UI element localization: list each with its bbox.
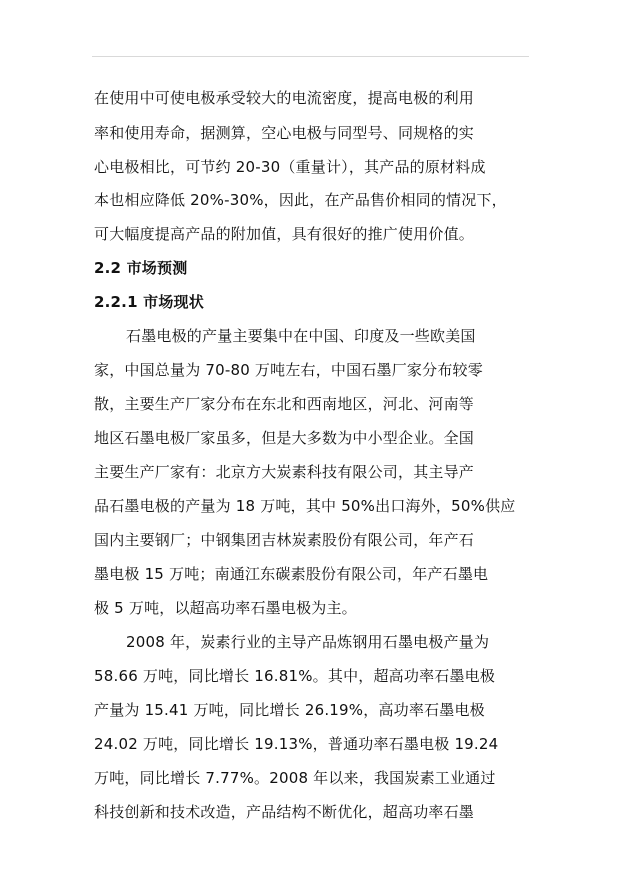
text-line: 24.02 万吨，同比增长 19.13%，普通功率石墨电极 19.24 xyxy=(94,735,499,753)
section-heading: 2.2 市场预测 xyxy=(94,259,188,277)
text-line: 58.66 万吨，同比增长 16.81%。其中，超高功率石墨电极 xyxy=(94,667,496,685)
text-line: 万吨，同比增长 7.77%。2008 年以来，我国炭素工业通过 xyxy=(94,769,496,787)
text-line: 本也相应降低 20%-30%，因此，在产品售价相同的情况下， xyxy=(94,191,507,209)
text-line: 产量为 15.41 万吨，同比增长 26.19%，高功率石墨电极 xyxy=(94,701,485,719)
text-line: 在使用中可使电极承受较大的电流密度，提高电极的利用 xyxy=(94,89,475,107)
header-rule xyxy=(92,56,529,57)
text-line: 家，中国总量为 70-80 万吨左右，中国石墨厂家分布较零 xyxy=(94,361,483,379)
subsection-heading: 2.2.1 市场现状 xyxy=(94,293,204,311)
text-line: 科技创新和技术改造，产品结构不断优化，超高功率石墨 xyxy=(94,803,475,821)
text-line: 国内主要钢厂；中钢集团吉林炭素股份有限公司，年产石 xyxy=(94,531,475,549)
text-line: 心电极相比，可节约 20-30（重量计），其产品的原材料成 xyxy=(94,158,486,176)
text-line: 地区石墨电极厂家虽多，但是大多数为中小型企业。全国 xyxy=(94,429,475,447)
text-line: 可大幅度提高产品的附加值，具有很好的推广使用价值。 xyxy=(94,225,475,243)
text-line: 散，主要生产厂家分布在东北和西南地区，河北、河南等 xyxy=(94,395,475,413)
text-line: 墨电极 15 万吨；南通江东碳素股份有限公司，年产石墨电 xyxy=(94,565,489,583)
text-line: 极 5 万吨，以超高功率石墨电极为主。 xyxy=(94,599,357,617)
text-line: 品石墨电极的产量为 18 万吨，其中 50%出口海外，50%供应 xyxy=(94,497,516,515)
text-line: 2008 年，炭素行业的主导产品炼钢用石墨电极产量为 xyxy=(126,633,490,651)
text-line: 主要生产厂家有：北京方大炭素科技有限公司，其主导产 xyxy=(94,463,475,481)
text-line: 石墨电极的产量主要集中在中国、印度及一些欧美国 xyxy=(126,327,476,345)
text-line: 率和使用寿命，据测算，空心电极与同型号、同规格的实 xyxy=(94,124,475,142)
